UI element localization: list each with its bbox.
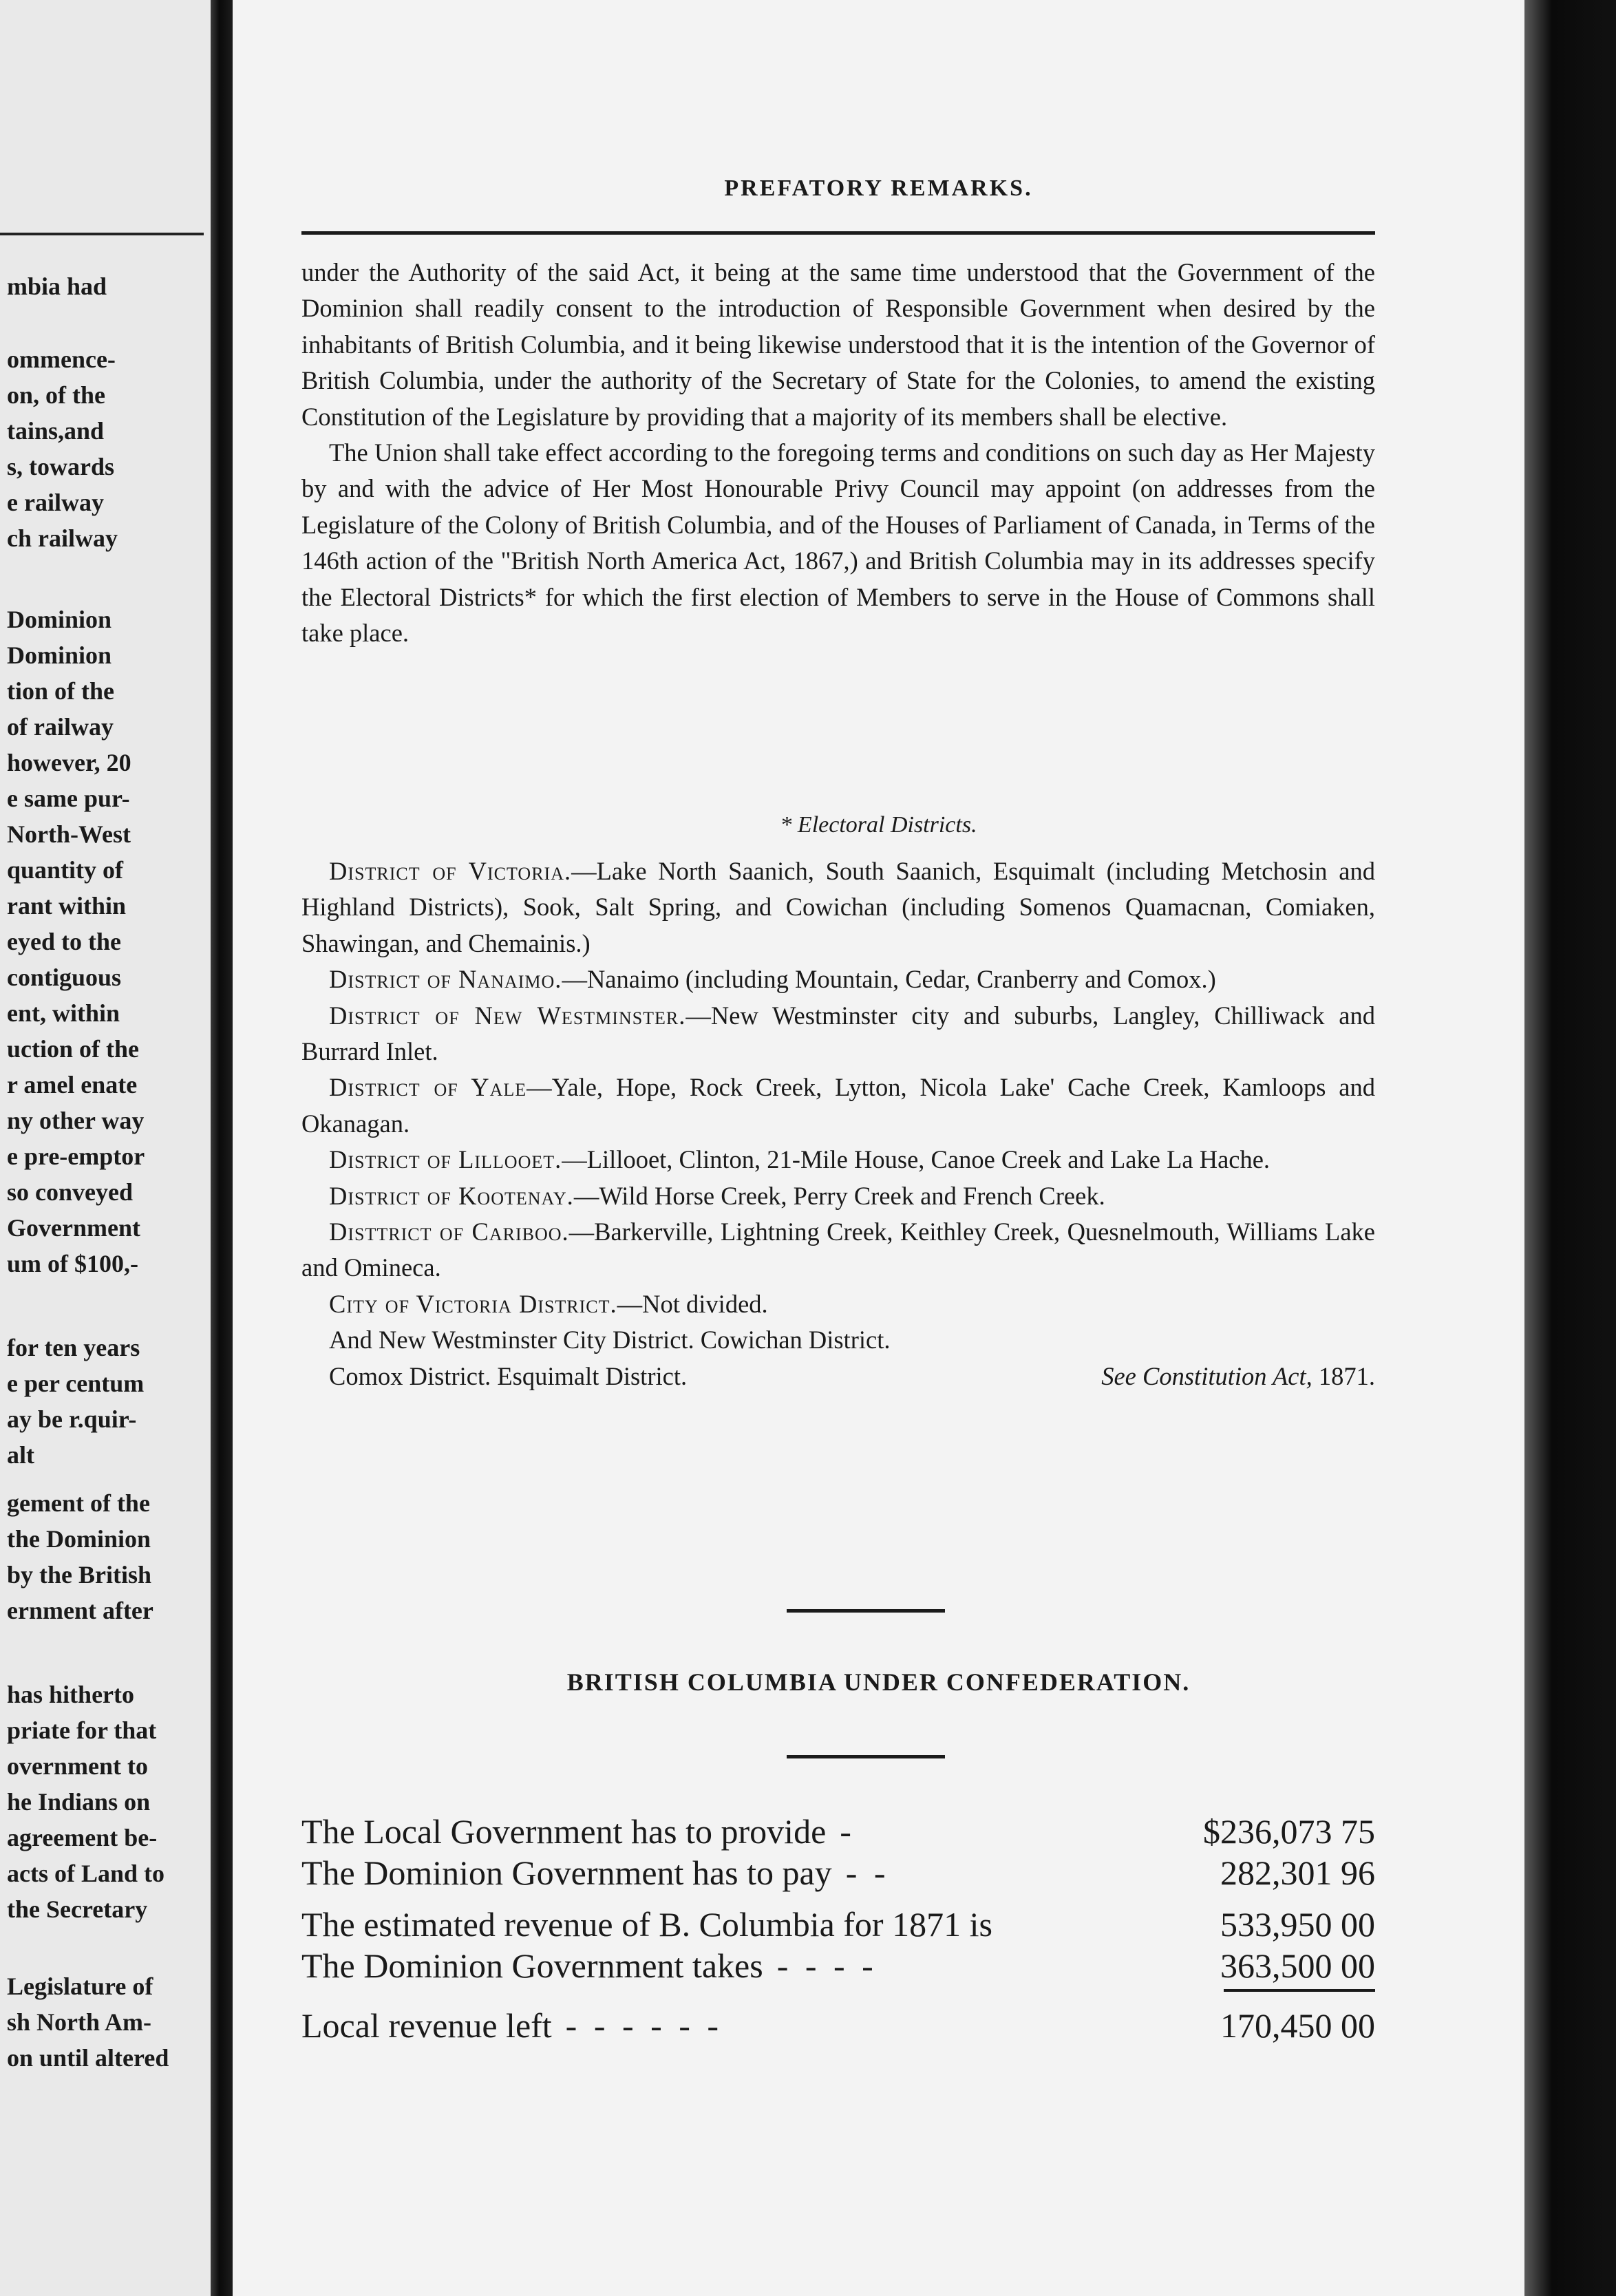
left-page-line: so conveyed — [7, 1178, 133, 1206]
left-page-line: quantity of — [7, 856, 124, 884]
district-last-line: Comox District. Esquimalt District. — [329, 1361, 688, 1390]
left-page-line: Dominion — [7, 641, 112, 669]
left-page-line: tains,and — [7, 417, 105, 445]
citation-act: See Constitution Act, — [1101, 1361, 1312, 1390]
left-page-line: mbia had — [7, 273, 107, 300]
left-page-line: e pre-emptor — [7, 1142, 145, 1170]
district-name: District of Nanaimo. — [329, 965, 562, 994]
left-page-line: he Indians on — [7, 1788, 151, 1816]
district-places: —New Westminster city and suburbs, Langley, Chilliwack and Burrard Inlet. — [301, 1001, 1375, 1066]
left-page-line: gement of the — [7, 1489, 150, 1517]
district-places: —Lillooet, Clinton, 21-Mile House, Canoe Creek and Lake La Hache. — [562, 1145, 1271, 1174]
page-edge — [1524, 0, 1616, 2296]
left-page-line: s, towards — [7, 453, 115, 480]
page-header: PREFATORY REMARKS. — [724, 176, 1033, 201]
electoral-districts-heading: * Electoral Districts. — [780, 812, 977, 838]
district-places: —Lake North Saanich, South Saanich, Esquimalt (including Metchosin and Highland Districts), Sook, Salt Spring, and Cowichan (including Somenos Quamacnan, Comiaken, Shawingan, and Chemainis.) — [301, 857, 1375, 957]
finance-row — [301, 1810, 1375, 1851]
district-name: District of Yale — [329, 1073, 527, 1102]
finance-row — [301, 1851, 1375, 1893]
district-entry — [301, 1142, 1375, 1178]
left-page-line: ernment after — [7, 1597, 153, 1624]
finance-amount: 170,450 00 — [1220, 2006, 1375, 2045]
left-page-line: Dominion — [7, 606, 112, 633]
finance-row — [301, 2004, 1375, 2045]
left-page-line: e same pur- — [7, 785, 130, 812]
left-page-line: of railway — [7, 713, 114, 741]
left-page-line: ch railway — [7, 524, 118, 552]
finance-leader: - - — [845, 1853, 890, 1892]
paragraph-authority: under the Authority of the said Act, it being at the same time understood that the Government of the Dominion shall readily consent to the introduction of Responsible Government when desired by the inhabitants of British Columbia, and it being likewise understood that it is the intention of the Governor of British Columbia, under the authority of the Secretary of State for the Colonies, to amend the existing Constitution of the Legislature by providing that a majority of its members shall be elective. — [301, 258, 1375, 431]
left-page-line: ommence- — [7, 346, 116, 373]
district-entry — [301, 998, 1375, 1070]
district-name: District of Victoria. — [329, 857, 572, 885]
district-extra-line: And New Westminster City District. Cowichan District. — [329, 1326, 891, 1354]
total-rule — [1224, 1989, 1375, 1992]
finance-row — [301, 1944, 1375, 1986]
district-entry — [301, 853, 1375, 961]
district-name: Disttrict of Cariboo. — [329, 1218, 569, 1246]
left-page-line: Legislature of — [7, 1973, 153, 2000]
finance-amount: 282,301 96 — [1220, 1853, 1375, 1892]
left-page-line: Government — [7, 1214, 140, 1242]
district-places: —Barkerville, Lightning Creek, Keithley Creek, Quesnelmouth, Williams Lake and Omineca. — [301, 1218, 1376, 1282]
left-page-line: uction of the — [7, 1035, 139, 1063]
left-page-rule — [0, 233, 204, 235]
left-page-line: on until altered — [7, 2044, 169, 2072]
district-name: District of Lillooet. — [329, 1145, 562, 1174]
left-page-line: priate for that — [7, 1716, 157, 1744]
left-page-line: sh North Am- — [7, 2008, 152, 2036]
finance-amount: 533,950 00 — [1220, 1905, 1375, 1944]
district-places: —Nanaimo (including Mountain, Cedar, Cranberry and Comox.) — [562, 965, 1216, 994]
finance-leader: - - - - - - — [565, 2006, 723, 2045]
electoral-districts-list — [301, 853, 1375, 1394]
finance-amount: 363,500 00 — [1220, 1946, 1375, 1985]
left-page-line: acts of Land to — [7, 1860, 165, 1887]
left-page-line: agreement be- — [7, 1824, 158, 1851]
district-entry — [301, 1178, 1375, 1214]
left-page-line: on, of the — [7, 381, 105, 409]
finance-leader: - — [840, 1812, 855, 1851]
left-page-line: has hitherto — [7, 1681, 135, 1708]
district-entry — [301, 1070, 1375, 1142]
book-gutter — [211, 0, 233, 2296]
district-entry — [301, 1214, 1375, 1286]
finance-label: Local revenue left — [301, 2006, 552, 2045]
district-citation-line — [301, 1359, 1375, 1394]
finance-label: The Dominion Government has to pay — [301, 1853, 832, 1892]
district-name: City of Victoria District. — [329, 1289, 617, 1318]
left-page-line: e railway — [7, 489, 104, 516]
adjacent-page-fragment — [0, 0, 211, 2296]
finance-label: The Dominion Government takes — [301, 1946, 763, 1985]
left-page-line: for ten years — [7, 1334, 140, 1361]
finance-label: The Local Government has to provide — [301, 1812, 827, 1851]
left-page-line: tion of the — [7, 677, 114, 705]
left-page-line: um of $100,- — [7, 1250, 138, 1277]
left-page-line: alt — [7, 1441, 34, 1469]
left-page-line: ay be r.quir- — [7, 1405, 137, 1433]
district-places: —Not divided. — [617, 1289, 768, 1318]
confederation-title: BRITISH COLUMBIA UNDER CONFEDERATION. — [566, 1668, 1191, 1696]
left-page-line: overnment to — [7, 1752, 148, 1780]
district-entry — [301, 961, 1375, 997]
left-page-line: e per centum — [7, 1370, 145, 1397]
left-page-line: rant within — [7, 892, 127, 920]
title-underline — [787, 1755, 945, 1758]
left-page-line: contiguous — [7, 964, 122, 991]
left-page-line: the Secretary — [7, 1895, 148, 1923]
finance-total — [301, 2004, 1375, 2045]
finance-group-2 — [301, 1903, 1375, 1986]
finance-row — [301, 1903, 1375, 1944]
left-page-line: by the British — [7, 1561, 152, 1588]
district-places: —Wild Horse Creek, Perry Creek and French Creek. — [573, 1181, 1105, 1210]
left-page-line: however, 20 — [7, 749, 131, 776]
left-page-line: North-West — [7, 820, 131, 848]
left-page-line: ny other way — [7, 1107, 145, 1134]
finance-group-1 — [301, 1810, 1375, 1893]
citation — [1074, 1359, 1375, 1394]
finance-amount: $236,073 75 — [1203, 1812, 1375, 1851]
finance-leader: - - - - — [776, 1946, 878, 1985]
left-page-line: r amel enate — [7, 1071, 138, 1098]
finance-label: The estimated revenue of B. Columbia for 1871 is — [301, 1905, 992, 1944]
body-text — [301, 255, 1375, 651]
district-name: District of New Westminster. — [329, 1001, 686, 1030]
left-page-line: ent, within — [7, 999, 120, 1027]
paragraph-union: The Union shall take effect according to the foregoing terms and conditions on such day as Her Majesty by and with the advice of Her Most Honourable Privy Council may appoint (on addresses from the Legislature of the Colony of British Columbia, and of the Houses of Parliament of Canada, in Terms of the 146th action of the "British North America Act, 1867,) and British Columbia may in its addresses specify the Electoral Districts* for which the first election of Members to serve in the House of Commons shall take place. — [301, 438, 1375, 648]
document-page — [233, 0, 1524, 2296]
left-page-line: eyed to the — [7, 928, 121, 955]
district-places: —Yale, Hope, Rock Creek, Lytton, Nicola Lake' Cache Creek, Kamloops and Okanagan. — [301, 1073, 1375, 1138]
left-page-line: the Dominion — [7, 1525, 151, 1553]
district-name: District of Kootenay. — [329, 1181, 574, 1210]
district-entry — [301, 1286, 1375, 1322]
header-rule — [301, 231, 1375, 235]
citation-year: 1871. — [1318, 1361, 1375, 1390]
section-divider — [787, 1609, 945, 1613]
